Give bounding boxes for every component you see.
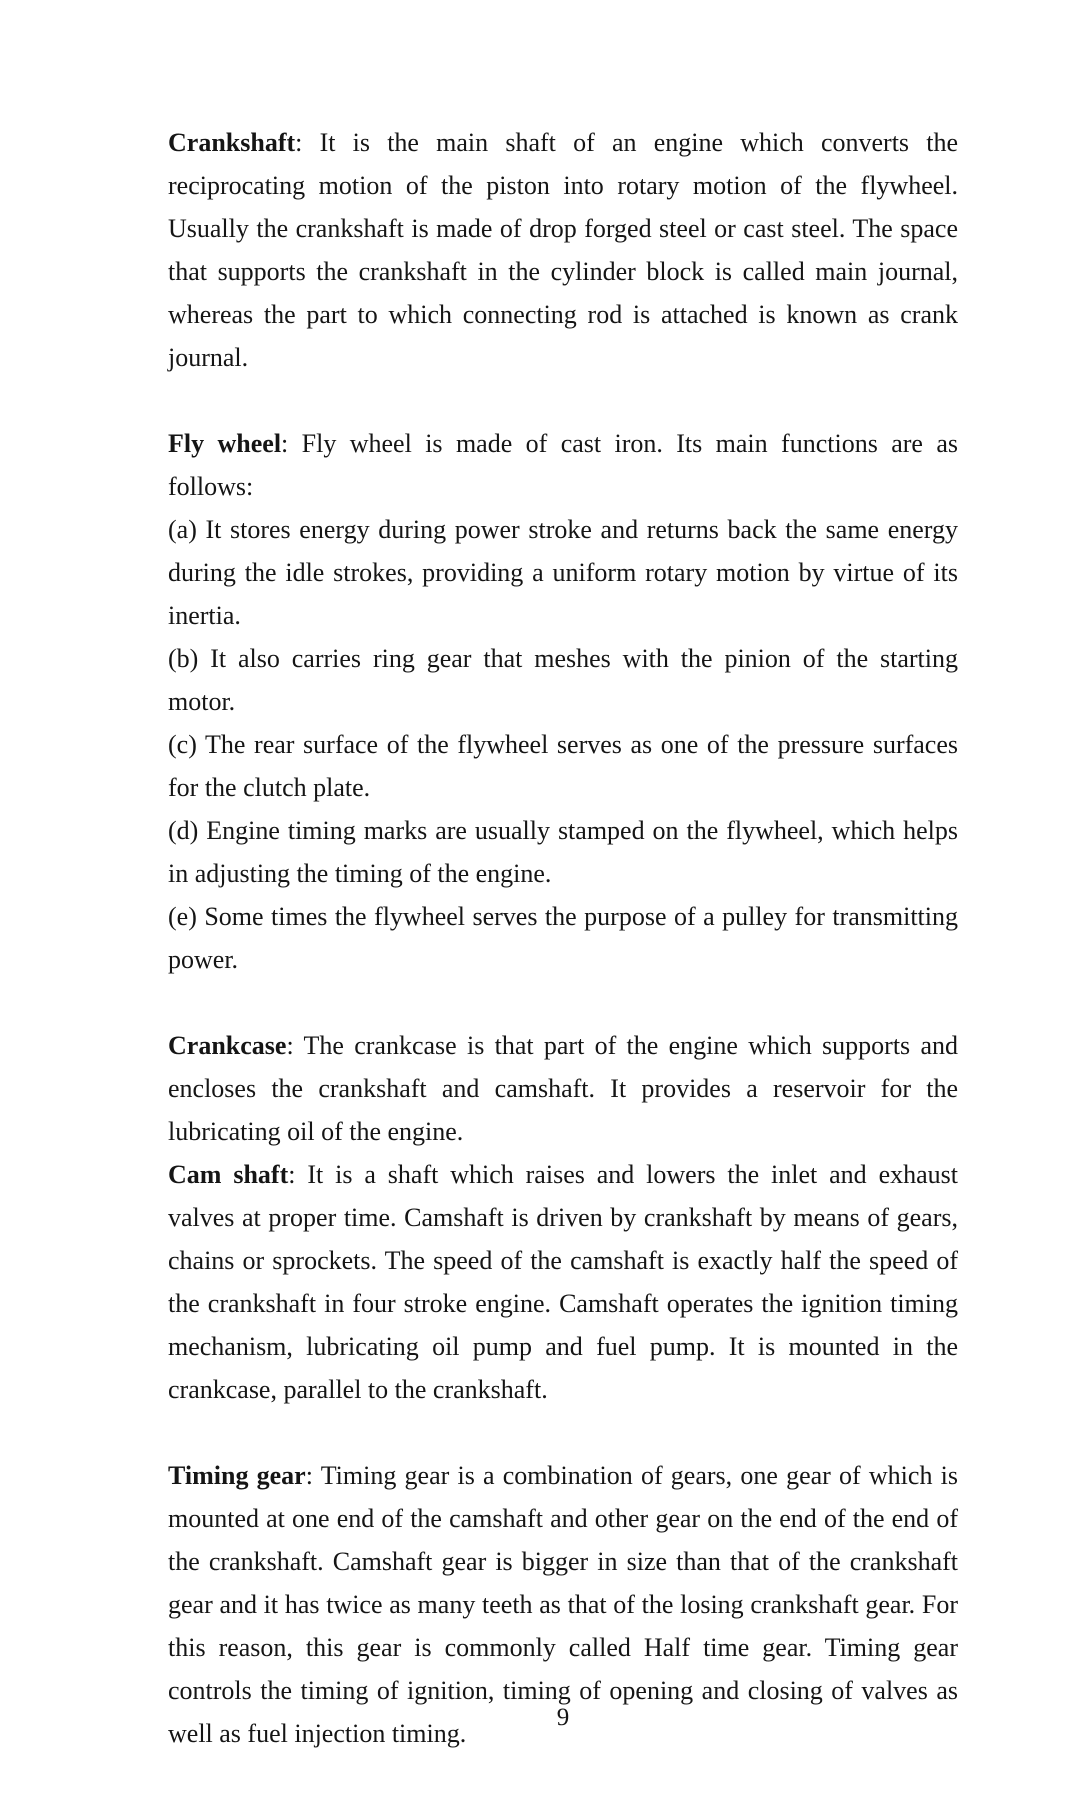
- paragraph: [168, 809, 958, 895]
- page-number: 9: [556, 1704, 570, 1731]
- paragraph: [168, 723, 958, 809]
- paragraph-text: (e) Some times the flywheel serves the purpose of a pulley for transmitting power.: [168, 902, 958, 974]
- crankcase-camshaft-section: [168, 1024, 958, 1411]
- paragraph: [168, 895, 958, 981]
- term-label: Fly wheel: [168, 429, 282, 458]
- paragraph: [168, 121, 958, 379]
- paragraph-text: (c) The rear surface of the flywheel serves as one of the pressure surfaces for the clutch plate.: [168, 730, 958, 802]
- term-label: Crankcase: [168, 1031, 287, 1060]
- paragraph-text: : Timing gear is a combination of gears, one gear of which is mounted at one end of the camshaft and other gear on the end of the end of the crankshaft. Camshaft gear is bigger in size than that of the crankshaft gear and it has twice as many teeth as that of the losing crankshaft gear. For this reason, this gear is commonly called Half time gear. Timing gear controls the timing of ignition, timing of opening and closing of valves as well as fuel injection timing.: [168, 1461, 958, 1748]
- paragraph-text: (a) It stores energy during power stroke and returns back the same energy during the idle strokes, providing a uniform rotary motion by virtue of its inertia.: [168, 515, 958, 630]
- paragraph-text: : It is a shaft which raises and lowers the inlet and exhaust valves at proper time. Camshaft is driven by crankshaft by means of gears, chains or sprockets. The speed of the camshaft is exactly half the speed of the crankshaft in four stroke engine. Camshaft operates the ignition timing mechanism, lubricating oil pump and fuel pump. It is mounted in the crankcase, parallel to the crankshaft.: [168, 1160, 958, 1404]
- document-body: [168, 121, 958, 1755]
- term-label: Timing gear: [168, 1461, 306, 1490]
- paragraph: [168, 637, 958, 723]
- paragraph: [168, 1024, 958, 1153]
- term-label: Crankshaft: [168, 128, 296, 157]
- paragraph: [168, 1153, 958, 1411]
- term-label: Cam shaft: [168, 1160, 289, 1189]
- crankshaft-section: [168, 121, 958, 379]
- paragraph-text: : It is the main shaft of an engine which converts the reciprocating motion of the piston into rotary motion of the flywheel. Usually the crankshaft is made of drop forged steel or cast steel. The space that supports the crankshaft in the cylinder block is called main journal, whereas the part to which connecting rod is attached is known as crank journal.: [168, 128, 958, 372]
- paragraph-text: : Fly wheel is made of cast iron. Its main functions are as follows:: [168, 429, 958, 501]
- paragraph-text: (d) Engine timing marks are usually stamped on the flywheel, which helps in adjusting the timing of the engine.: [168, 816, 958, 888]
- paragraph: [168, 422, 958, 508]
- fly-wheel-section: [168, 422, 958, 981]
- paragraph-text: : The crankcase is that part of the engine which supports and encloses the crankshaft and camshaft. It provides a reservoir for the lubricating oil of the engine.: [168, 1031, 958, 1146]
- page-footer: [168, 1696, 958, 1739]
- paragraph: [168, 508, 958, 637]
- paragraph-text: (b) It also carries ring gear that meshes with the pinion of the starting motor.: [168, 644, 958, 716]
